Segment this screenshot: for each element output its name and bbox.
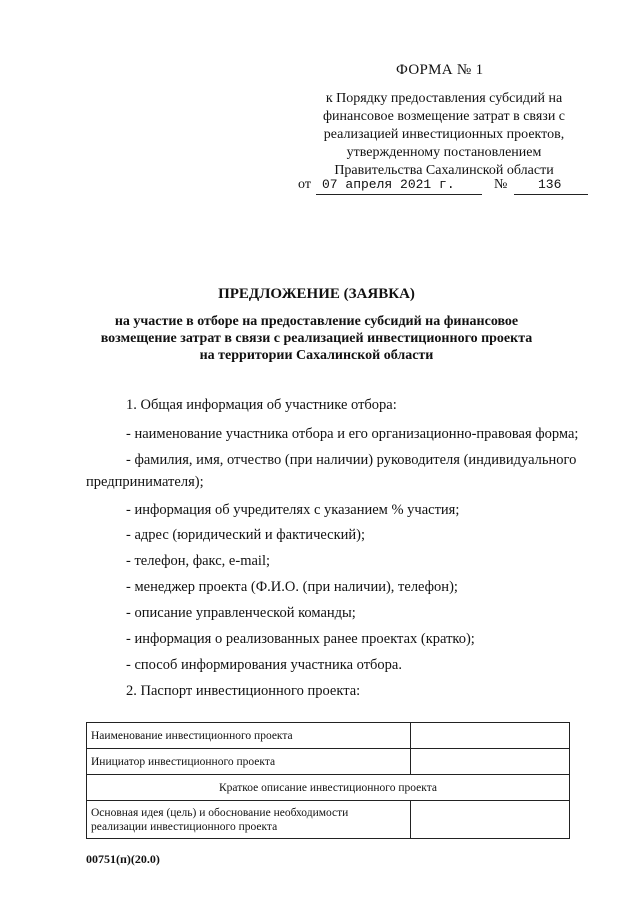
document-title: ПРЕДЛОЖЕНИЕ (ЗАЯВКА) <box>218 286 415 302</box>
table-section-header: Краткое описание инвестиционного проекта <box>87 775 570 801</box>
subtitle-line: на территории Сахалинской области <box>199 348 434 363</box>
table-cell-value <box>411 801 570 839</box>
passport-table <box>86 722 570 839</box>
table-cell-label: Наименование инвестиционного проекта <box>87 723 411 749</box>
table-row <box>87 775 570 801</box>
section2-heading: 2. Паспорт инвестиционного проекта: <box>126 683 361 699</box>
table-row <box>87 723 570 749</box>
appendix-line: к Порядку предоставления субсидий на <box>325 91 563 106</box>
appendix-line: утвержденному постановлением <box>346 145 542 160</box>
list-item-name: - наименование участника отбора и его организационно-правовая форма; <box>126 426 579 442</box>
list-item-team: - описание управленческой команды; <box>126 605 356 621</box>
table-cell-value <box>411 749 570 775</box>
number-label: № <box>494 177 508 192</box>
list-item-manager: - менеджер проекта (Ф.И.О. (при наличии), телефон); <box>126 579 458 595</box>
table-row <box>87 801 570 839</box>
table-row <box>87 749 570 775</box>
decree-date: 07 апреля 2021 г. <box>322 177 455 192</box>
table-cell-label-line: реализации инвестиционного проекта <box>91 820 278 833</box>
list-item-inform: - способ информирования участника отбора. <box>126 657 402 673</box>
date-underline <box>316 194 482 195</box>
date-prefix: от <box>298 177 311 192</box>
list-item-contacts: - телефон, факс, e-mail; <box>126 553 270 569</box>
section1-heading: 1. Общая информация об участнике отбора: <box>126 397 397 413</box>
appendix-line: финансовое возмещение затрат в связи с <box>322 109 566 124</box>
subtitle-line: на участие в отборе на предоставление субсидий на финансовое <box>114 314 519 329</box>
list-item-address: - адрес (юридический и фактический); <box>126 527 366 543</box>
list-item-projects: - информация о реализованных ранее проектах (кратко); <box>126 631 475 647</box>
form-code: 00751(п)(20.0) <box>86 852 160 866</box>
table-cell-label-line: Основная идея (цель) и обоснование необходимости <box>91 806 349 819</box>
decree-number: 136 <box>538 177 562 192</box>
list-item-head-cont: предпринимателя); <box>86 474 204 490</box>
table-cell-label: Инициатор инвестиционного проекта <box>87 749 411 775</box>
appendix-line: реализацией инвестиционных проектов, <box>323 127 565 142</box>
appendix-reference <box>300 90 588 180</box>
appendix-line: Правительства Сахалинской области <box>334 163 554 178</box>
list-item-head: - фамилия, имя, отчество (при наличии) руководителя (индивидуального <box>126 452 577 468</box>
number-underline <box>514 194 588 195</box>
list-item-founders: - информация об учредителях с указанием % участия; <box>126 502 460 518</box>
form-title: ФОРМА № 1 <box>396 62 484 78</box>
table-cell-label <box>87 801 411 839</box>
subtitle-line: возмещение затрат в связи с реализацией инвестиционного проекта <box>100 331 533 346</box>
document-subtitle <box>0 313 633 364</box>
table-cell-value <box>411 723 570 749</box>
